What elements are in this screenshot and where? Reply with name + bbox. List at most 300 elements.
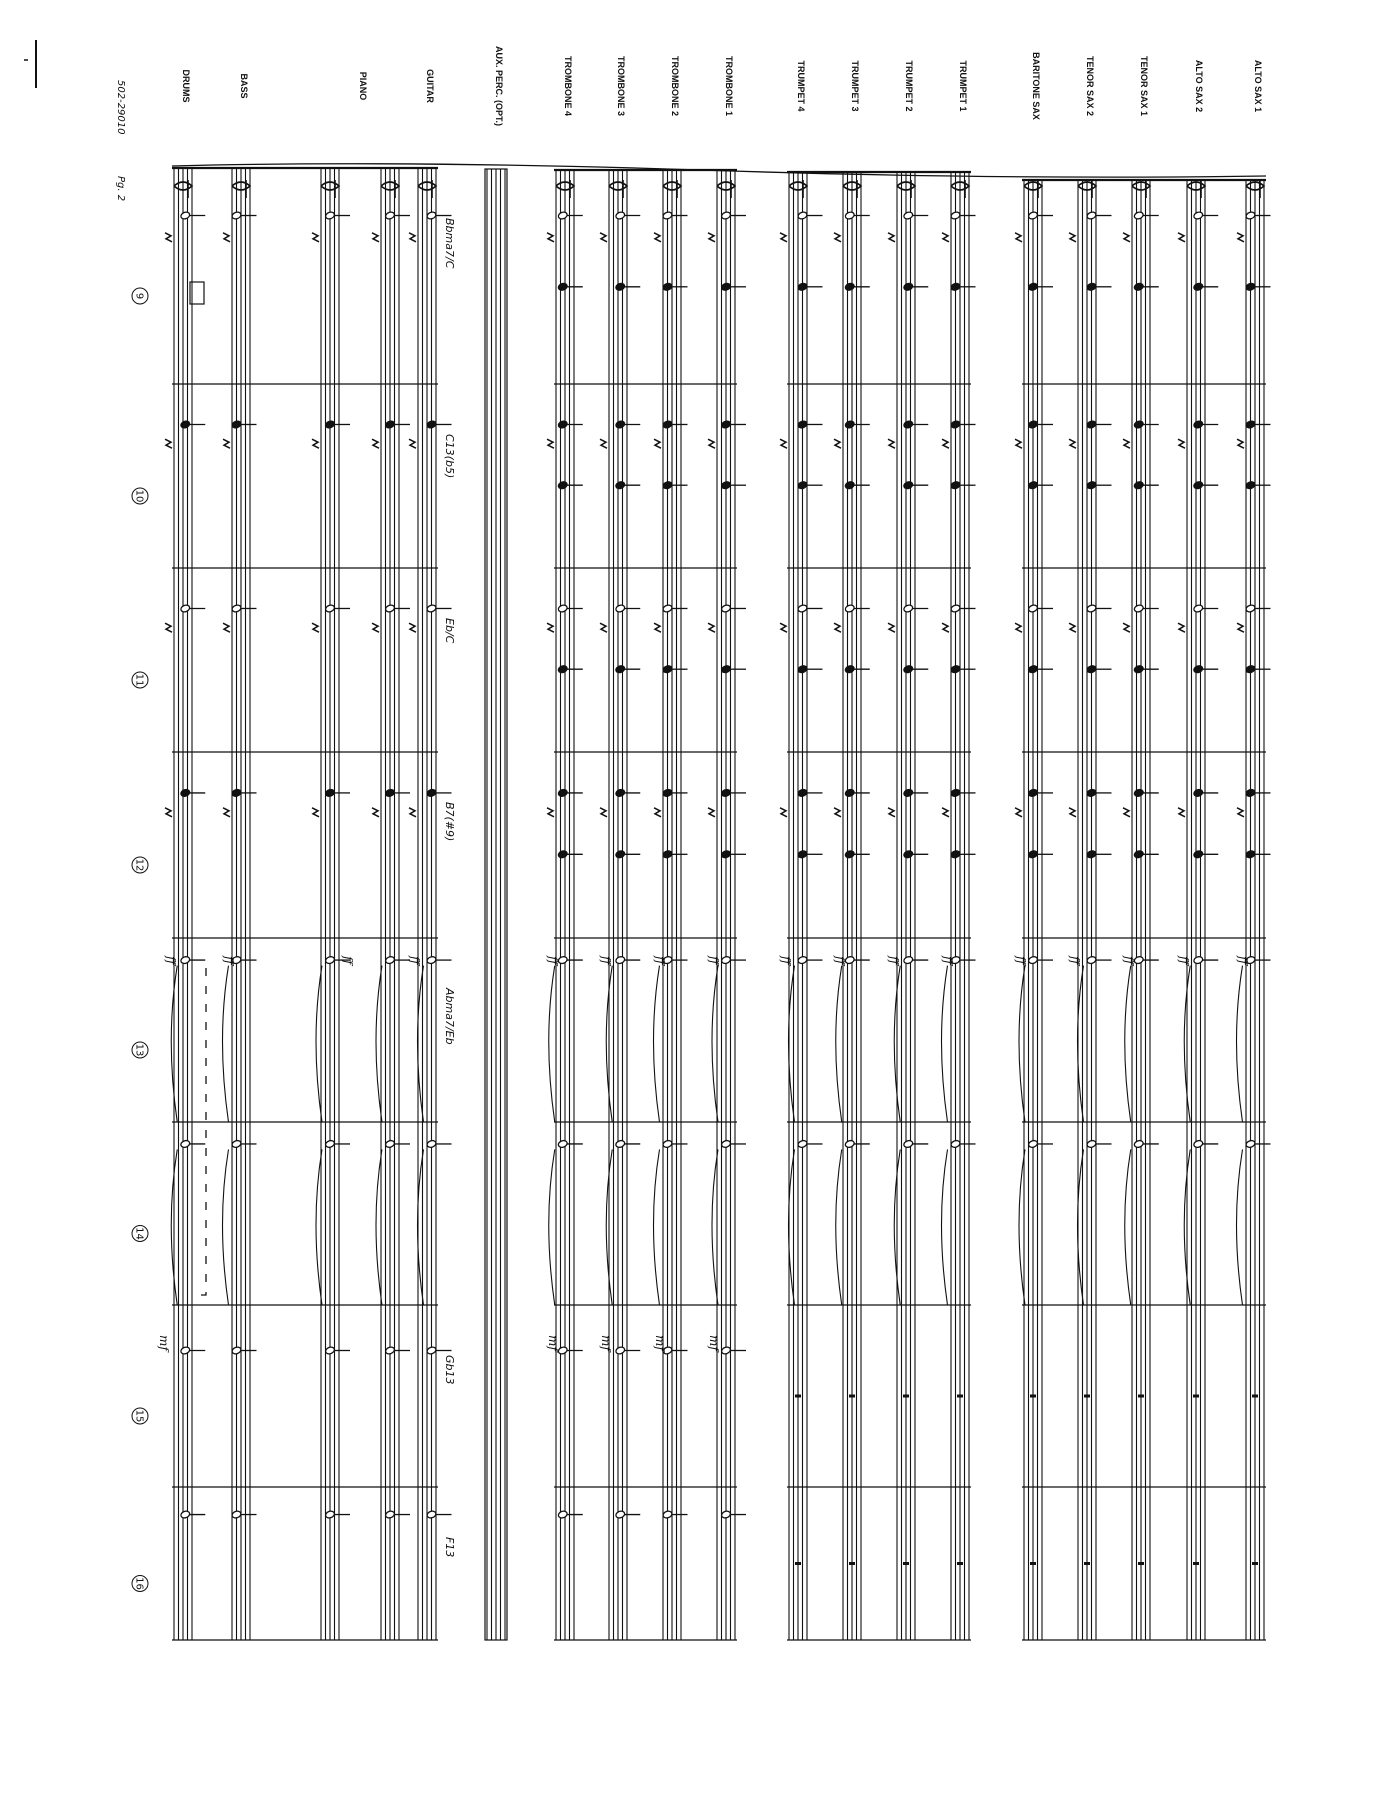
rest-7-2-0 [834,623,841,632]
rest-5-0-0 [942,233,949,242]
rest-16-0-0 [165,233,172,242]
note-4-0-0 [1028,211,1053,220]
chord-symbol-15: Gb13 [443,1355,456,1385]
note-b-3-1-0 [1086,481,1111,490]
rest-2-1-0 [1123,439,1130,448]
staff-4-staff [1024,180,1042,1640]
note-b-8-1-0 [797,481,822,490]
staff-8-staff [789,172,807,1640]
note-b-4-1-0 [1028,481,1053,490]
tie-12-5-0 [549,1149,555,1305]
note-tie-2-5-0 [1133,1139,1158,1148]
rest-7-1-0 [834,439,841,448]
rest-1-2-0 [1178,623,1185,632]
rest-13-3-0 [409,808,416,817]
rest-12-0-0 [547,233,554,242]
note-3-1-0 [1086,420,1111,429]
note-m16-10-0 [662,1510,687,1519]
staff-11-staff [609,170,627,1640]
dynamic-ff-13: ff [408,956,422,965]
dynamic-ff-0: ff [1236,956,1250,965]
instrument-label-12: TROMBONE 4 [563,55,573,117]
rest-11-3-0 [600,808,607,817]
svg-text:12: 12 [133,858,145,872]
dynamic-ff-14: ff [341,956,355,965]
note-b-4-2-0 [1028,665,1053,674]
svg-text:11: 11 [133,673,145,687]
measure-number-15 [132,1408,148,1424]
tie-15-4-0 [223,966,229,1122]
note-tie-1-4-0 [1193,956,1218,965]
rest-16-3-0 [165,808,172,817]
dynamic-mf-9: mf [707,1335,721,1351]
rest-7-0-0 [834,233,841,242]
piano-bass-staff [321,168,339,1640]
note-14-3-0 [385,788,410,797]
rest-14-3-1 [312,808,319,817]
rest-6-1-0 [888,439,895,448]
note-11-2-0 [615,604,640,613]
note-1-1-0 [1193,420,1218,429]
note-8-1-0 [797,420,822,429]
rest-8-0-0 [780,233,787,242]
note-b-11-3-0 [615,850,640,859]
note-m15-12-0 [557,1346,582,1355]
tie-0-4-0 [1237,966,1243,1122]
note-b-11-2-0 [615,665,640,674]
note-b-1-0-0 [1193,282,1218,291]
note-11-0-0 [615,211,640,220]
instrument-label-2: TENOR SAX 1 [1139,55,1149,117]
note-b-0-0-0 [1245,282,1270,291]
tie-7-5-0 [836,1149,842,1305]
rest-10-1-0 [654,439,661,448]
rest-6-0-0 [888,233,895,242]
note-b-6-2-0 [903,665,928,674]
note-2-3-0 [1133,788,1158,797]
note-b-12-3-0 [557,850,582,859]
note-tie-16-4-0 [180,956,205,965]
note-b-7-2-0 [844,665,869,674]
dynamic-ff-2: ff [1122,956,1136,965]
note-b-11-0-0 [615,282,640,291]
rest-0-1-0 [1237,439,1244,448]
rest-0-0-0 [1237,233,1244,242]
note-15-1-0 [231,420,256,429]
rest-14-2-1 [312,623,319,632]
svg-text:9: 9 [133,292,145,300]
rest-9-1-0 [708,439,715,448]
dynamic-ff-11: ff [599,956,613,965]
staff-12-staff [556,170,574,1640]
note-8-0-0 [797,211,822,220]
note-b-10-1-0 [662,481,687,490]
rest-11-1-0 [600,439,607,448]
staff-6-staff [897,172,915,1640]
note-b-1-3-0 [1193,850,1218,859]
note-12-0-0 [557,211,582,220]
note-13-3-0 [426,788,451,797]
tie-10-4-0 [654,966,660,1122]
note-0-0-0 [1245,211,1270,220]
note-b-5-0-0 [950,282,975,291]
note-13-2-0 [426,604,451,613]
note-b-3-3-0 [1086,850,1111,859]
rest-0-3-0 [1237,808,1244,817]
note-b-1-2-0 [1193,665,1218,674]
instrument-label-0: ALTO SAX 1 [1253,59,1263,113]
note-b-4-3-0 [1028,850,1053,859]
rest-12-2-0 [547,623,554,632]
note-tie-13-4-0 [426,956,451,965]
chord-symbol-13: Abma7/Eb [443,988,456,1045]
footer-catalog-number: 502-29010 [115,80,126,135]
rest-13-1-0 [409,439,416,448]
staff-9-staff [717,170,735,1640]
dynamic-ff-5: ff [941,956,955,965]
rest-14-1-1 [312,439,319,448]
rest-5-3-0 [942,808,949,817]
note-6-2-0 [903,604,928,613]
note-b-5-1-0 [950,481,975,490]
note-b-4-0-0 [1028,282,1053,291]
tie-15-5-0 [223,1149,229,1305]
note-7-2-0 [844,604,869,613]
note-m15-15-0 [231,1346,256,1355]
staff-7-staff [843,172,861,1640]
tie-7-4-0 [836,966,842,1122]
note-m16-15-0 [231,1510,256,1519]
piano-treble-staff [381,168,399,1640]
instrument-label-16: BASS [239,73,249,99]
svg-text:15: 15 [133,1409,145,1423]
staff-16-staff [232,168,250,1640]
note-tie-9-5-0 [721,1139,746,1148]
note-b-6-3-0 [903,850,928,859]
note-tie-8-5-0 [797,1139,822,1148]
measure-number-12 [132,857,148,873]
note-b-8-2-0 [797,665,822,674]
rest-6-3-0 [888,808,895,817]
note-m15-16-0 [180,1346,205,1355]
svg-text:16: 16 [133,1577,145,1590]
tie-2-5-0 [1125,1149,1131,1305]
note-7-1-0 [844,420,869,429]
note-m15-13-0 [426,1346,451,1355]
note-b-2-3-0 [1133,850,1158,859]
note-m15-11-0 [615,1346,640,1355]
note-tie-12-5-0 [557,1139,582,1148]
note-b-9-2-0 [721,665,746,674]
note-15-2-0 [231,604,256,613]
note-16-3-0 [180,788,205,797]
instrument-label-11: TROMBONE 3 [616,55,626,117]
note-tie-11-5-0 [615,1139,640,1148]
instrument-label-14: GUITAR [425,69,435,103]
chord-symbol-11: Eb/C [443,618,456,644]
note-15-3-0 [231,788,256,797]
rest-14-0-1 [312,233,319,242]
rest-3-1-0 [1069,439,1076,448]
svg-text:14: 14 [133,1227,145,1240]
svg-text:13: 13 [133,1043,145,1057]
rest-1-1-0 [1178,439,1185,448]
rest-15-2-0 [223,623,230,632]
rest-10-3-0 [654,808,661,817]
dynamic-ff-3: ff [1068,956,1082,965]
measure-number-10 [132,488,148,504]
note-b-2-0-0 [1133,282,1158,291]
measure-number-13 [132,1042,148,1058]
staff-0-staff [1246,180,1264,1640]
rest-14-1-0 [372,439,379,448]
note-b-3-0-0 [1086,282,1111,291]
staff-13-staff [487,169,505,1640]
chord-symbols-layer [443,218,456,1557]
staff-14-staff [418,168,436,1640]
rest-9-0-0 [708,233,715,242]
note-m16-11-0 [615,1510,640,1519]
note-b-12-2-0 [557,665,582,674]
note-tie-3-4-0 [1086,956,1111,965]
note-0-2-0 [1245,604,1270,613]
instrument-label-15: PIANO [358,71,368,101]
rest-15-3-0 [223,808,230,817]
note-14-0-1 [325,211,350,220]
note-6-3-0 [903,788,928,797]
note-9-1-0 [721,420,746,429]
note-10-1-0 [662,420,687,429]
note-b-1-1-0 [1193,481,1218,490]
note-tie-6-4-0 [903,956,928,965]
note-14-1-0 [385,420,410,429]
tie-0-5-0 [1237,1149,1243,1305]
rest-11-0-0 [600,233,607,242]
note-3-3-0 [1086,788,1111,797]
rest-2-0-0 [1123,233,1130,242]
note-5-3-0 [950,788,975,797]
note-b-0-1-0 [1245,481,1270,490]
note-5-1-0 [950,420,975,429]
note-11-1-0 [615,420,640,429]
note-tie-6-5-0 [903,1139,928,1148]
drum-fill-bracket [196,968,206,1295]
chord-symbol-9: Bbma7/C [443,218,456,269]
rest-16-1-0 [165,439,172,448]
note-14-3-1 [325,788,350,797]
note-7-3-0 [844,788,869,797]
rest-4-2-0 [1015,623,1022,632]
instrument-label-8: TRUMPET 4 [796,60,806,112]
rest-14-0-0 [372,233,379,242]
instrument-label-10: TROMBONE 2 [670,55,680,117]
note-14-1-1 [325,420,350,429]
tie-2-4-0 [1125,966,1131,1122]
staves-layer [174,168,1264,1640]
note-3-0-0 [1086,211,1111,220]
system-top-brace [172,164,1266,177]
rest-1-0-0 [1178,233,1185,242]
rest-9-2-0 [708,623,715,632]
rest-13-0-0 [409,233,416,242]
dynamic-ff-9: ff [707,956,721,965]
instrument-label-5: TRUMPET 1 [958,60,968,112]
note-b-5-2-0 [950,665,975,674]
note-m15-9-0 [721,1346,746,1355]
note-9-2-0 [721,604,746,613]
note-tie-12-4-0 [557,956,582,965]
rest-2-2-0 [1123,623,1130,632]
staff-1-staff [1187,180,1205,1640]
note-6-0-0 [903,211,928,220]
rest-12-3-0 [547,808,554,817]
rest-10-2-0 [654,623,661,632]
note-4-2-0 [1028,604,1053,613]
note-b-5-3-0 [950,850,975,859]
dynamic-mf-10: mf [653,1335,667,1351]
rest-2-3-0 [1123,808,1130,817]
note-12-1-0 [557,420,582,429]
rest-4-3-0 [1015,808,1022,817]
note-b-9-3-0 [721,850,746,859]
instrument-label-3: TENOR SAX 2 [1085,55,1095,117]
rest-13-2-0 [409,623,416,632]
measure-number-11 [132,672,148,688]
rest-14-3-0 [372,808,379,817]
note-0-1-0 [1245,420,1270,429]
staff-3-staff [1078,180,1096,1640]
note-tie-9-4-0 [721,956,746,965]
note-7-0-0 [844,211,869,220]
note-tie-4-5-0 [1028,1139,1053,1148]
rest-4-1-0 [1015,439,1022,448]
note-10-0-0 [662,211,687,220]
note-m16-9-0 [721,1510,746,1519]
instrument-label-17: DRUMS [181,69,191,103]
note-9-3-0 [721,788,746,797]
dynamic-ff-6: ff [887,956,901,965]
note-10-2-0 [662,604,687,613]
note-1-3-0 [1193,788,1218,797]
note-b-7-0-0 [844,282,869,291]
rest-7-3-0 [834,808,841,817]
note-tie-14-5-0 [385,1139,410,1148]
note-8-3-0 [797,788,822,797]
rest-3-3-0 [1069,808,1076,817]
note-14-2-0 [385,604,410,613]
note-b-12-0-0 [557,282,582,291]
note-b-9-0-0 [721,282,746,291]
note-11-3-0 [615,788,640,797]
note-9-0-0 [721,211,746,220]
note-b-10-3-0 [662,850,687,859]
note-12-2-0 [557,604,582,613]
note-b-6-0-0 [903,282,928,291]
note-m16-13-0 [426,1510,451,1519]
footer-page-number: Pg. 2 [115,176,126,202]
rest-3-2-0 [1069,623,1076,632]
tie-5-4-0 [942,966,948,1122]
note-8-2-0 [797,604,822,613]
note-b-8-0-0 [797,282,822,291]
note-15-0-0 [231,211,256,220]
staff-2-staff [1132,180,1150,1640]
note-0-3-0 [1245,788,1270,797]
note-16-2-0 [180,604,205,613]
note-2-2-0 [1133,604,1158,613]
dynamic-ff-12: ff [546,956,560,965]
tie-12-4-0 [549,966,555,1122]
note-tie-0-5-0 [1245,1139,1270,1148]
note-1-2-0 [1193,604,1218,613]
dynamic-ff-4: ff [1014,956,1028,965]
note-b-10-0-0 [662,282,687,291]
note-14-0-0 [385,211,410,220]
dynamic-mf-12: mf [546,1335,560,1351]
note-14-2-1 [325,604,350,613]
note-b-2-1-0 [1133,481,1158,490]
instrument-label-1: ALTO SAX 2 [1194,59,1204,113]
note-2-0-0 [1133,211,1158,220]
note-16-0-0 [180,211,205,220]
barlines-layer [172,164,1266,1640]
notation-layer [157,180,1271,1564]
note-2-1-0 [1133,420,1158,429]
note-tie-1-5-0 [1193,1139,1218,1148]
note-tie-7-5-0 [844,1139,869,1148]
chord-symbol-12: B7(#9) [443,802,456,842]
chord-symbol-16: F13 [443,1537,456,1558]
instrument-label-13: AUX. PERC. (OPT.) [494,45,504,127]
note-tie-5-5-0 [950,1139,975,1148]
instrument-label-6: TRUMPET 2 [904,60,914,112]
measure-number-9 [132,288,148,304]
note-tie-16-5-0 [180,1139,205,1148]
note-4-1-0 [1028,420,1053,429]
rest-15-0-0 [223,233,230,242]
note-tie-3-5-0 [1086,1139,1111,1148]
note-16-1-0 [180,420,205,429]
tie-10-5-0 [654,1149,660,1305]
note-tie-2-4-0 [1133,956,1158,965]
staff-10-staff [663,170,681,1640]
rest-16-2-0 [165,623,172,632]
rest-3-0-0 [1069,233,1076,242]
instrument-label-7: TRUMPET 3 [850,60,860,112]
measure-numbers-layer [132,288,148,1592]
rest-8-1-0 [780,439,787,448]
rest-6-2-0 [888,623,895,632]
staff-17-staff [174,168,192,1640]
rest-11-2-0 [600,623,607,632]
note-tie-11-4-0 [615,956,640,965]
dynamic-ff-7: ff [833,956,847,965]
note-m16-14-1 [325,1510,350,1519]
rest-5-2-0 [942,623,949,632]
rest-8-2-0 [780,623,787,632]
rest-14-2-0 [372,623,379,632]
note-3-2-0 [1086,604,1111,613]
dynamic-ff-8: ff [779,956,793,965]
note-m16-14-0 [385,1510,410,1519]
note-b-12-1-0 [557,481,582,490]
rest-5-1-0 [942,439,949,448]
instrument-label-4: BARITONE SAX [1031,52,1041,120]
svg-text:10: 10 [133,489,145,503]
note-1-0-0 [1193,211,1218,220]
staff-5-staff [951,172,969,1640]
note-tie-10-5-0 [662,1139,687,1148]
